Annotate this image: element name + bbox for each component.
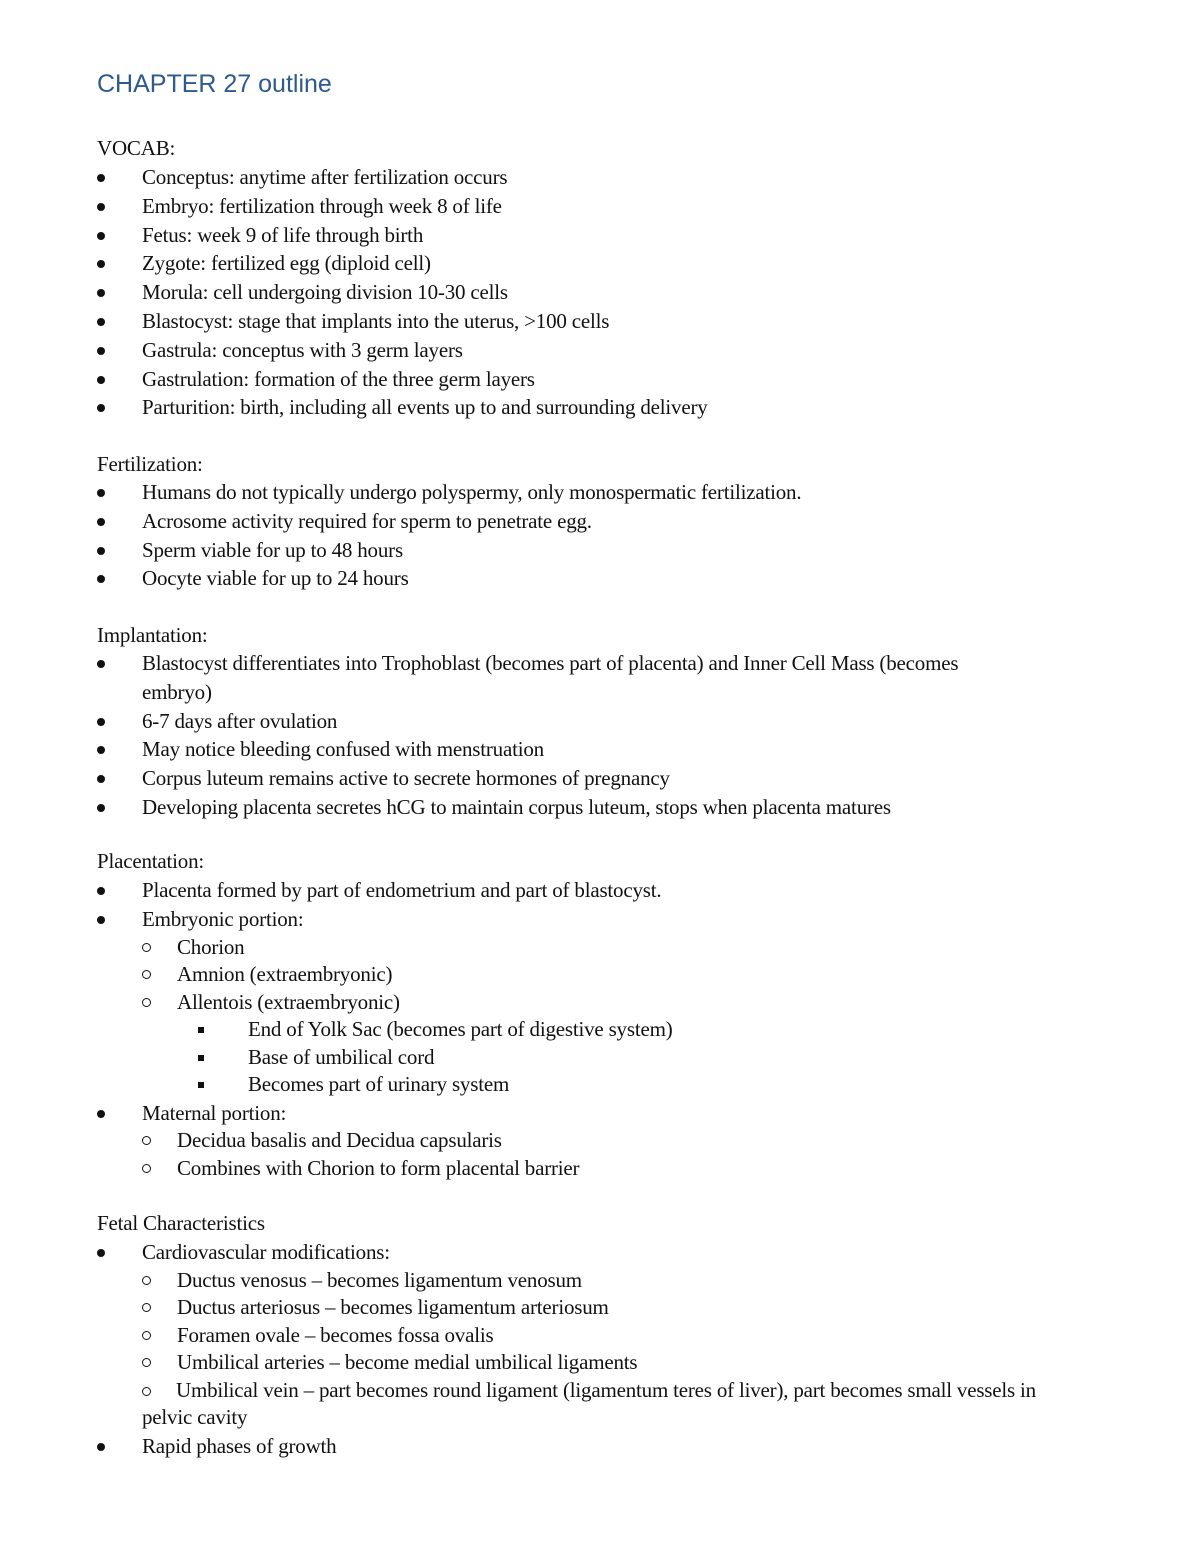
list-item: May notice bleeding confused with menstruation [97,735,1017,764]
fetal-list [97,1238,1067,1461]
list-item: Developing placenta secretes hCG to maintain corpus luteum, stops when placenta matures [97,793,1017,822]
list-item: Allentois (extraembryonic) End of Yolk Sac (becomes part of digestive system) Base of umbilical cord Becomes part of urinary system [142,989,1097,1099]
bullet-icon [97,318,105,326]
list-item: Maternal portion: Decidua basalis and Decidua capsularis Combines with Chorion to form placental barrier [97,1099,1097,1183]
embryonic-sublist [142,934,1097,1099]
list-item: Decidua basalis and Decidua capsularis [142,1127,1097,1155]
allentois-sublist [177,1016,1097,1099]
list-item: Embryonic portion: Chorion Amnion (extraembryonic) Allentois (extraembryonic) End of Yolk Sac (becomes part of digestive system) Base of umbilical cord Becomes part of urinary system [97,905,1097,1099]
bullet-icon [97,404,105,412]
list-item: Base of umbilical cord [177,1044,1097,1072]
list-item: Gastrulation: formation of the three germ layers [97,365,1097,394]
list-item: Becomes part of urinary system [177,1071,1097,1099]
bullet-icon [97,916,105,924]
bullet-icon [97,660,105,668]
square-bullet-icon [198,1027,204,1033]
fertilization-heading: Fertilization: [97,452,203,476]
bullet-icon [97,718,105,726]
bullet-icon [97,289,105,297]
bullet-icon [97,232,105,240]
list-item: Placenta formed by part of endometrium and part of blastocyst. [97,876,1097,905]
bullet-icon [97,746,105,754]
list-item: Conceptus: anytime after fertilization occurs [97,163,1097,192]
vocab-list [97,163,1097,422]
circle-bullet-icon [142,1303,151,1312]
bullet-icon [97,775,105,783]
bullet-icon [97,489,105,497]
list-item: Umbilical vein – part becomes round ligament (ligamentum teres of liver), part becomes small vessels in pelvic cavity [142,1377,1036,1430]
bullet-icon [97,174,105,182]
cardio-sublist [142,1267,1067,1432]
list-item: Ductus venosus – becomes ligamentum venosum [142,1267,1067,1295]
placentation-heading: Placentation: [97,849,205,873]
vocab-heading: VOCAB: [97,136,176,160]
list-item: Blastocyst: stage that implants into the uterus, >100 cells [97,307,1097,336]
implantation-heading: Implantation: [97,623,208,647]
fetal-heading: Fetal Characteristics [97,1211,265,1235]
implantation-list [97,649,1017,822]
square-bullet-icon [198,1082,204,1088]
list-item: Humans do not typically undergo polyspermy, only monospermatic fertilization. [97,478,1097,507]
list-item: Embryo: fertilization through week 8 of life [97,192,1097,221]
list-item: Parturition: birth, including all events up to and surrounding delivery [97,393,1097,422]
list-item: Blastocyst differentiates into Trophoblast (becomes part of placenta) and Inner Cell Mass (becomes embryo) [97,649,1017,707]
bullet-icon [97,547,105,555]
list-item: Rapid phases of growth [97,1432,1067,1461]
list-item: Sperm viable for up to 48 hours [97,536,1097,565]
circle-bullet-icon [142,1164,151,1173]
list-item: Acrosome activity required for sperm to penetrate egg. [97,507,1097,536]
list-item: Umbilical arteries – become medial umbilical ligaments [142,1349,1067,1377]
list-item: Zygote: fertilized egg (diploid cell) [97,249,1097,278]
circle-bullet-icon [142,943,151,952]
list-item: Fetus: week 9 of life through birth [97,221,1097,250]
square-bullet-icon [198,1055,204,1061]
list-item: Gastrula: conceptus with 3 germ layers [97,336,1097,365]
bullet-icon [97,376,105,384]
bullet-icon [97,1443,105,1451]
circle-bullet-icon [142,1331,151,1340]
list-item: Foramen ovale – becomes fossa ovalis [142,1322,1067,1350]
bullet-icon [97,347,105,355]
list-item: Chorion [142,934,1097,962]
maternal-sublist [142,1127,1097,1182]
list-item: Oocyte viable for up to 24 hours [97,564,1097,593]
list-item: Morula: cell undergoing division 10-30 cells [97,278,1097,307]
bullet-icon [97,887,105,895]
circle-bullet-icon [142,998,151,1007]
list-item: Ductus arteriosus – becomes ligamentum arteriosum [142,1294,1067,1322]
list-item: Combines with Chorion to form placental barrier [142,1155,1097,1183]
bullet-icon [97,1110,105,1118]
circle-bullet-icon [142,1387,151,1396]
circle-bullet-icon [142,1358,151,1367]
list-item: End of Yolk Sac (becomes part of digestive system) [177,1016,1097,1044]
bullet-icon [97,804,105,812]
list-item: Corpus luteum remains active to secrete hormones of pregnancy [97,764,1017,793]
page-title: CHAPTER 27 outline [97,70,332,98]
bullet-icon [97,575,105,583]
bullet-icon [97,1249,105,1257]
fertilization-list [97,478,1097,593]
circle-bullet-icon [142,970,151,979]
list-item: Amnion (extraembryonic) [142,961,1097,989]
circle-bullet-icon [142,1136,151,1145]
bullet-icon [97,203,105,211]
bullet-icon [97,260,105,268]
circle-bullet-icon [142,1276,151,1285]
bullet-icon [97,518,105,526]
list-item: Cardiovascular modifications: Ductus venosus – becomes ligamentum venosum Ductus arteriosus – becomes ligamentum arteriosum Foramen ovale – becomes fossa ovalis Umbilical arteries – become medial umbilical ligaments Umbilical vein – part becomes round ligament (ligamentum teres of liver), part becomes small vessels in pelvic cavity [97,1238,1067,1432]
placentation-list [97,876,1097,1182]
list-item: 6-7 days after ovulation [97,707,1017,736]
